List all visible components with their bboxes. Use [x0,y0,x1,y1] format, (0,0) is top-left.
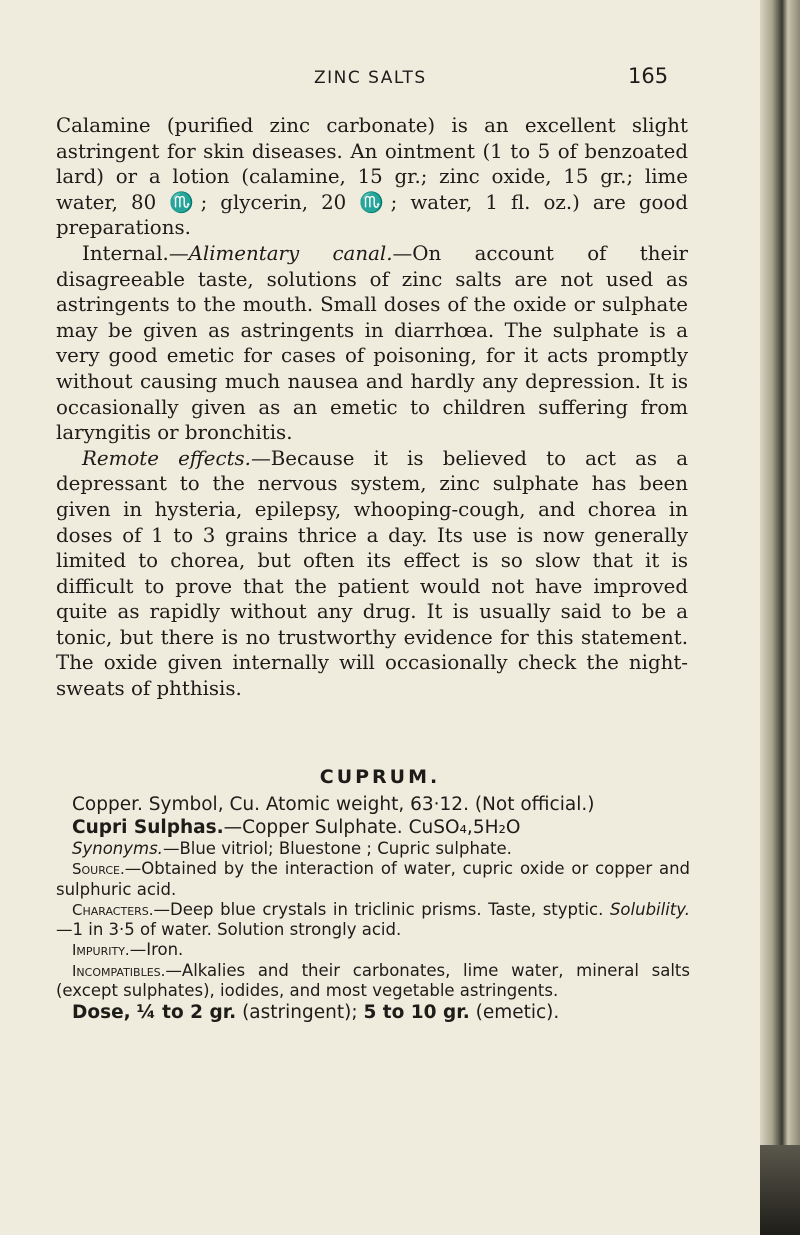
dose-line [56,1001,690,1024]
characters-text: —Deep blue crystals in triclinic prisms. Taste, styptic. [153,899,604,919]
paragraph-remote [56,446,688,702]
dose-label: Dose, [72,1002,131,1024]
paragraph-calamine: Calamine (purified zinc carbonate) is an excellent slight astringent for skin diseases. An ointment (1 to 5 of benzoated lard) or a lotion (calamine, 15 gr.; zinc oxide, 15 gr.; lime water, 80 ♏; glycerin, 20 ♏; water, 1 fl. oz.) are good preparations. [56,114,688,240]
incompatibles-label: Incompatibles. [72,961,166,980]
dose-emetic-note: (emetic). [475,1002,560,1024]
characters-label: Characters. [72,900,154,919]
cupri-sulphas-formula: —Copper Sulphate. CuSO₄,5H₂O [223,817,521,838]
dose-astringent: ¼ to 2 gr. [136,1002,237,1024]
solubility-label: Solubility. [609,899,690,919]
synonyms-line [56,839,690,859]
running-head: ZINC SALTS [314,68,427,88]
page-header [0,64,760,102]
source-label: Source. [72,860,125,879]
internal-lead: Internal.— [82,241,189,265]
impurity-line [56,940,690,960]
synonyms-label: Synonyms. [72,839,163,858]
cuprum-intro: Copper. Symbol, Cu. Atomic weight, 63·12. (Not official.) [72,794,595,815]
book-edge-shadow [760,1145,800,1235]
synonyms-text: —Blue vitriol; Bluestone ; Cupric sulphate. [162,839,512,858]
paragraph-internal [56,241,688,446]
internal-body: —On account of their disagreeable taste, solutions of zinc salts are not used as astringents to the mouth. Small doses of the oxide or sulphate may be given as astringents in diarrhœa. The sulphate is a very good emetic for cases of poisoning, for it acts promptly without causing much nausea and hardly any depression. It is occasionally given as an emetic to children suffering from laryngitis or bronchitis. [56,241,688,445]
cupri-sulphas-name: Cupri Sulphas. [72,817,224,838]
incompatibles-line [56,961,690,1002]
remote-subhead: Remote effects. [82,446,251,470]
cuprum-section [56,793,690,1024]
incompatibles-text: —Alkalies and their carbonates, lime water, mineral salts (except sulphates), iodides, and most vegetable astringents. [56,960,690,1001]
cupri-sulphas-line [56,816,690,839]
impurity-text: —Iron. [129,940,184,960]
impurity-label: Impurity. [72,941,130,960]
internal-subhead: Alimentary canal. [188,241,393,265]
page-number: 165 [628,64,669,88]
dose-emetic: 5 to 10 gr. [363,1002,470,1024]
source-line [56,859,690,900]
characters-line [56,900,690,941]
remote-body: —Because it is believed to act as a depressant to the nervous system, zinc sulphate has been given in hysteria, epilepsy, whooping-cough, and chorea in doses of 1 to 3 grains thrice a day. Its use is now generally limited to chorea, but often its effect is so slow that it is difficult to prove that the patient would not have improved quite as rapidly without any drug. It is usually said to be a tonic, but there is no trustworthy evidence for this statement. The oxide given internally will occasionally check the night-sweats of phthisis. [56,446,688,701]
solubility-text: —1 in 3·5 of water. Solution strongly acid. [56,920,402,940]
main-text [56,113,688,702]
dose-astringent-note: (astringent); [242,1002,358,1024]
source-text: —Obtained by the interaction of water, cupric oxide or copper and sulphuric acid. [56,859,690,899]
section-title-cuprum: CUPRUM. [319,766,441,788]
book-spine-edge [760,0,800,1235]
